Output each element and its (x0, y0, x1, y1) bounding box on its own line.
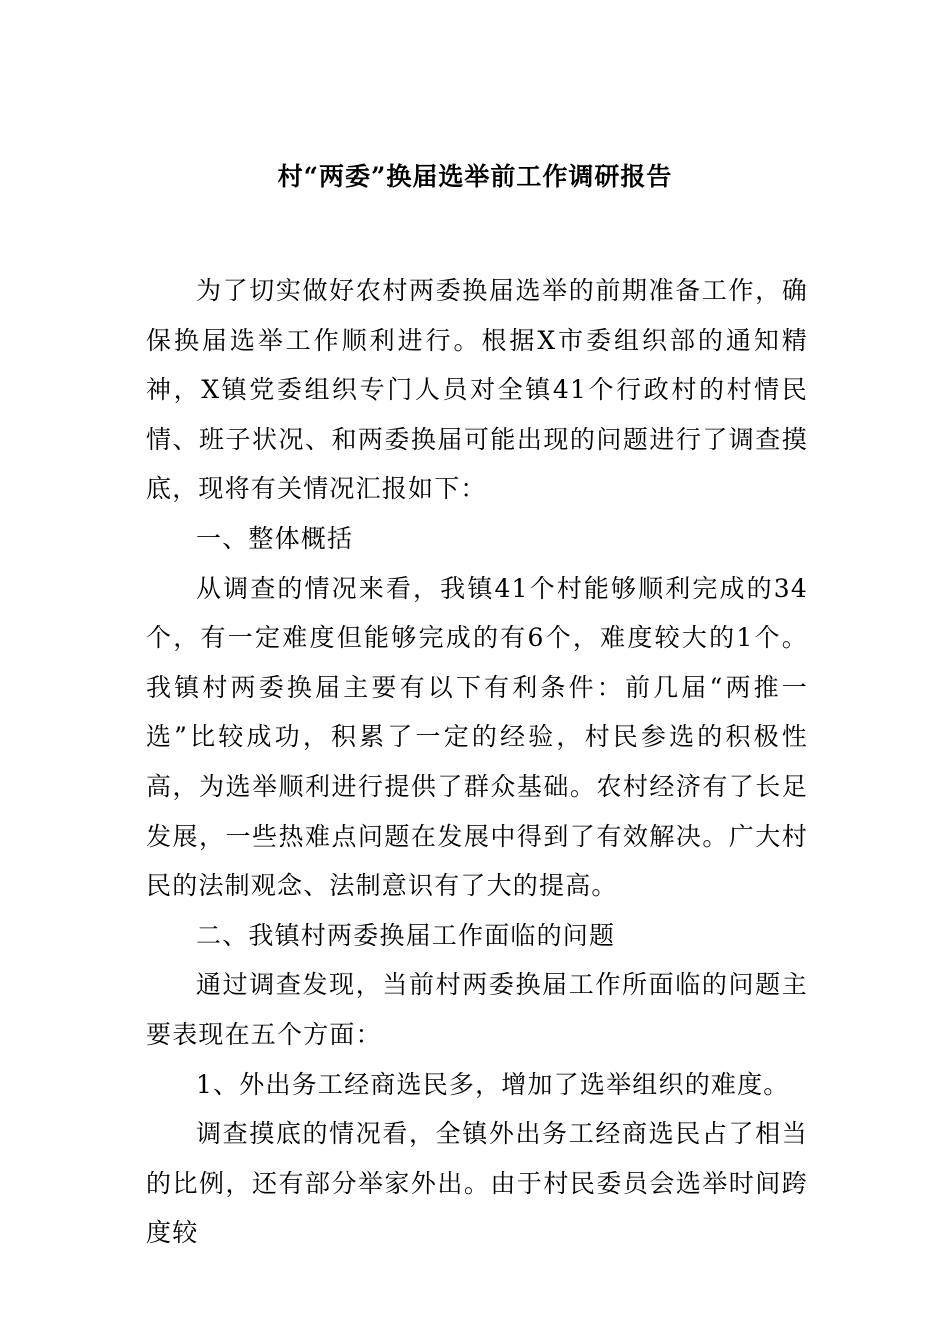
section-heading-2: 二、我镇村两委换届工作面临的问题 (196, 920, 616, 950)
section-heading-1: 一、整体概括 (196, 523, 354, 553)
document-title: 村“两委”换届选举前工作调研报告 (277, 162, 673, 191)
paragraph-overview: 从调查的情况来看，我镇41个村能够顺利完成的34个，有一定难度但能够完成的有6个，难度较大的1个。我镇村两委换届主要有以下有利条件：前几届“两推一选”比较成功，积累了一定的经验，村民参选的积极性高，为选举顺利进行提供了群众基础。农村经济有了长足发展，一些热难点问题在发展中得到了有效解决。广大村民的法制观念、法制意识有了大的提高。 (146, 573, 808, 901)
paragraph-problems-intro: 通过调查发现，当前村两委换届工作所面临的问题主要表现在五个方面： (146, 970, 808, 1049)
paragraph-intro: 为了切实做好农村两委换届选举的前期准备工作，确保换届选举工作顺利进行。根据X市委组织部的通知精神，X镇党委组织专门人员对全镇41个行政村的村情民情、班子状况、和两委换届可能出现的问题进行了调查摸底，现将有关情况汇报如下： (146, 276, 808, 504)
paragraph-migrant-voters: 调查摸底的情况看，全镇外出务工经商选民占了相当的比例，还有部分举家外出。由于村民委员会选举时间跨度较 (146, 1119, 808, 1248)
subsection-heading-1: 1、外出务工经商选民多，增加了选举组织的难度。 (196, 1069, 790, 1099)
document-body (146, 266, 808, 1258)
